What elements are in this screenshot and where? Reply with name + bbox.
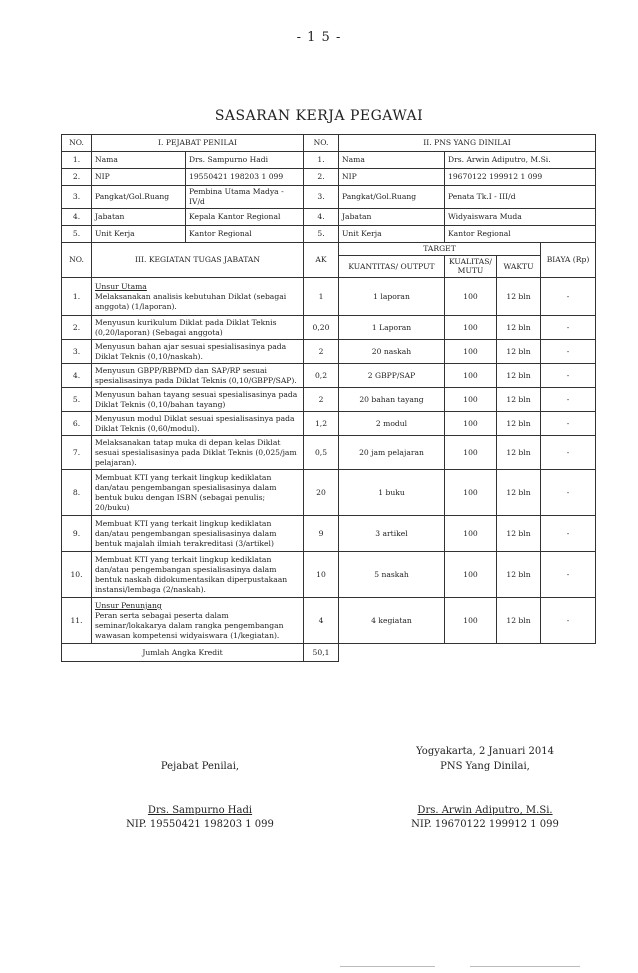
tasks-header-kuantitas: KUANTITAS/ OUTPUT <box>339 255 445 278</box>
task-output: 2 GBPP/SAP <box>339 364 445 388</box>
identity-row <box>62 152 596 169</box>
task-description <box>92 598 304 644</box>
identity-row <box>62 208 596 225</box>
identity-value-right: Kantor Regional <box>445 225 596 242</box>
task-description <box>92 340 304 364</box>
total-row <box>62 644 596 662</box>
task-mutu: 100 <box>445 278 497 316</box>
task-description-text: Menyusun kurikulum Diklat pada Diklat Teknis (0,20/laporan) (Sebagai anggota) <box>95 317 277 337</box>
task-waktu: 12 bln <box>497 388 541 412</box>
tasks-header-waktu: WAKTU <box>497 255 541 278</box>
task-description-text: Membuat KTI yang terkait lingkup kediklatan dan/atau pengembangan spesialisasinya dalam bentuk naskah didokumentasikan diperpustakaan instansi/lembaga (2/naskah). <box>95 555 288 594</box>
task-biaya: - <box>541 364 596 388</box>
task-description <box>92 364 304 388</box>
task-biaya: - <box>541 278 596 316</box>
tasks-header-row <box>62 242 596 255</box>
task-ak: 9 <box>304 516 339 552</box>
total-value: 50,1 <box>304 644 339 662</box>
identity-no-left: 3. <box>62 186 92 209</box>
task-description <box>92 516 304 552</box>
task-biaya: - <box>541 598 596 644</box>
signature-right-role: PNS Yang Dinilai, <box>440 761 530 772</box>
task-waktu: 12 bln <box>497 598 541 644</box>
identity-value-right: Widyaiswara Muda <box>445 208 596 225</box>
identity-no-right: 2. <box>304 169 339 186</box>
task-no: 7. <box>62 436 92 470</box>
signature-right-name: Drs. Arwin Adiputro, M.Si. <box>417 805 553 816</box>
task-waktu: 12 bln <box>497 340 541 364</box>
task-waktu: 12 bln <box>497 516 541 552</box>
task-ak: 1 <box>304 278 339 316</box>
scan-artifact-line <box>470 966 580 967</box>
total-blank <box>339 644 596 662</box>
identity-value-left: Drs. Sampurno Hadi <box>186 152 304 169</box>
task-output: 2 modul <box>339 412 445 436</box>
task-ak: 0,5 <box>304 436 339 470</box>
task-output: 20 naskah <box>339 340 445 364</box>
task-no: 11. <box>62 598 92 644</box>
task-description-text: Melaksanakan tatap muka di depan kelas Diklat sesuai spesialisasinya pada Diklat Teknis (0,025/jam pelajaran). <box>95 438 297 467</box>
task-biaya: - <box>541 552 596 598</box>
task-waktu: 12 bln <box>497 552 541 598</box>
identity-no-left: 1. <box>62 152 92 169</box>
task-output: 5 naskah <box>339 552 445 598</box>
task-description-text: Menyusun bahan ajar sesuai spesialisasinya pada Diklat Teknis (0,10/naskah). <box>95 341 287 361</box>
header-pns-dinilai: II. PNS YANG DINILAI <box>339 135 596 152</box>
sheet-body <box>62 135 596 662</box>
identity-label-left: Pangkat/Gol.Ruang <box>92 186 186 209</box>
header-no-left: NO. <box>62 135 92 152</box>
task-no: 1. <box>62 278 92 316</box>
task-row <box>62 388 596 412</box>
header-row <box>62 135 596 152</box>
task-waktu: 12 bln <box>497 364 541 388</box>
identity-row <box>62 169 596 186</box>
task-biaya: - <box>541 340 596 364</box>
sasaran-kerja-table <box>61 134 596 662</box>
identity-row <box>62 186 596 209</box>
task-output: 1 Laporan <box>339 316 445 340</box>
task-ak: 20 <box>304 470 339 516</box>
task-waktu: 12 bln <box>497 316 541 340</box>
task-biaya: - <box>541 516 596 552</box>
task-biaya: - <box>541 436 596 470</box>
task-description-text: Menyusun GBPP/RBPMD dan SAP/RP sesuai spesialisasinya pada Diklat Teknis (0,10/GBPP/SAP). <box>95 365 297 385</box>
task-row <box>62 470 596 516</box>
task-mutu: 100 <box>445 388 497 412</box>
task-description <box>92 470 304 516</box>
document-title: SASARAN KERJA PEGAWAI <box>214 108 424 124</box>
task-biaya: - <box>541 412 596 436</box>
identity-no-right: 3. <box>304 186 339 209</box>
identity-no-right: 1. <box>304 152 339 169</box>
scan-artifact-line <box>340 966 435 967</box>
task-waktu: 12 bln <box>497 436 541 470</box>
task-ak: 10 <box>304 552 339 598</box>
task-no: 9. <box>62 516 92 552</box>
identity-label-left: Unit Kerja <box>92 225 186 242</box>
task-output: 20 jam pelajaran <box>339 436 445 470</box>
task-description <box>92 552 304 598</box>
header-no-right: NO. <box>304 135 339 152</box>
identity-label-left: Nama <box>92 152 186 169</box>
identity-no-left: 2. <box>62 169 92 186</box>
task-row <box>62 316 596 340</box>
task-row <box>62 340 596 364</box>
identity-label-left: NIP <box>92 169 186 186</box>
task-waktu: 12 bln <box>497 412 541 436</box>
task-row <box>62 436 596 470</box>
task-description-text: Peran serta sebagai peserta dalam seminar/lokakarya dalam rangka pengembangan wawasan kompetensi widyaiswara (1/kegiatan). <box>95 610 284 640</box>
task-description <box>92 388 304 412</box>
identity-label-left: Jabatan <box>92 208 186 225</box>
task-description <box>92 436 304 470</box>
identity-label-right: Nama <box>339 152 445 169</box>
identity-row <box>62 225 596 242</box>
identity-value-left: 19550421 198203 1 099 <box>186 169 304 186</box>
task-row <box>62 516 596 552</box>
task-output: 1 buku <box>339 470 445 516</box>
task-mutu: 100 <box>445 340 497 364</box>
identity-label-right: Unit Kerja <box>339 225 445 242</box>
tasks-header-kualitas: KUALITAS/ MUTU <box>445 255 497 278</box>
task-description <box>92 316 304 340</box>
task-no: 4. <box>62 364 92 388</box>
identity-value-left: Kantor Regional <box>186 225 304 242</box>
task-no: 2. <box>62 316 92 340</box>
task-row <box>62 552 596 598</box>
header-pejabat-penilai: I. PEJABAT PENILAI <box>92 135 304 152</box>
task-row <box>62 598 596 644</box>
tasks-header-ak: AK <box>304 242 339 278</box>
task-output: 3 artikel <box>339 516 445 552</box>
task-row <box>62 278 596 316</box>
task-biaya: - <box>541 470 596 516</box>
task-ak: 2 <box>304 340 339 364</box>
task-output: 1 laporan <box>339 278 445 316</box>
task-mutu: 100 <box>445 598 497 644</box>
task-mutu: 100 <box>445 516 497 552</box>
task-description <box>92 412 304 436</box>
identity-no-right: 4. <box>304 208 339 225</box>
task-row <box>62 364 596 388</box>
task-description <box>92 278 304 316</box>
identity-value-right: Penata Tk.I - III/d <box>445 186 596 209</box>
identity-label-right: Jabatan <box>339 208 445 225</box>
task-ak: 1,2 <box>304 412 339 436</box>
task-section-heading: Unsur Utama <box>95 282 147 291</box>
task-description-text: Melaksanakan analisis kebutuhan Diklat (sebagai anggota) (1/laporan). <box>95 291 287 311</box>
task-mutu: 100 <box>445 552 497 598</box>
task-biaya: - <box>541 388 596 412</box>
task-no: 6. <box>62 412 92 436</box>
task-description-text: Membuat KTI yang terkait lingkup kediklatan dan/atau pengembangan spesialisasinya dalam bentuk majalah ilmiah terakreditasi (3/artikel) <box>95 519 277 548</box>
task-no: 5. <box>62 388 92 412</box>
task-output: 4 kegiatan <box>339 598 445 644</box>
identity-no-left: 4. <box>62 208 92 225</box>
signature-left-nip: NIP. 19550421 198203 1 099 <box>126 818 274 830</box>
task-waktu: 12 bln <box>497 470 541 516</box>
task-mutu: 100 <box>445 364 497 388</box>
tasks-header-target: TARGET <box>339 242 541 255</box>
task-ak: 4 <box>304 598 339 644</box>
task-biaya: - <box>541 316 596 340</box>
task-no: 10. <box>62 552 92 598</box>
identity-label-right: Pangkat/Gol.Ruang <box>339 186 445 209</box>
task-mutu: 100 <box>445 436 497 470</box>
signature-left-name: Drs. Sampurno Hadi <box>147 805 253 816</box>
task-description-text: Menyusun modul Diklat sesuai spesialisasinya pada Diklat Teknis (0,60/modul). <box>95 413 295 433</box>
tasks-header-biaya: BIAYA (Rp) <box>541 242 596 278</box>
task-mutu: 100 <box>445 412 497 436</box>
task-ak: 0,20 <box>304 316 339 340</box>
signature-left-role: Pejabat Penilai, <box>160 761 240 772</box>
tasks-header-no: NO. <box>62 242 92 278</box>
task-description-text: Membuat KTI yang terkait lingkup kediklatan dan/atau pengembangan spesialisasinya dalam bentuk buku dengan ISBN (sebagai penulis; 20/buku) <box>95 473 277 512</box>
task-section-heading: Unsur Penunjang <box>95 601 162 611</box>
task-no: 8. <box>62 470 92 516</box>
task-description-text: Menyusun bahan tayang sesuai spesialisasinya pada Diklat Teknis (0,10/bahan tayang) <box>95 389 298 409</box>
signature-place-date: Yogyakarta, 2 Januari 2014 <box>416 746 554 757</box>
identity-no-left: 5. <box>62 225 92 242</box>
signature-right-block <box>375 804 595 831</box>
task-output: 20 bahan tayang <box>339 388 445 412</box>
task-mutu: 100 <box>445 316 497 340</box>
identity-label-right: NIP <box>339 169 445 186</box>
task-no: 3. <box>62 340 92 364</box>
identity-no-right: 5. <box>304 225 339 242</box>
page-number: - 1 5 - <box>296 30 342 45</box>
identity-value-right: Drs. Arwin Adiputro, M.Si. <box>445 152 596 169</box>
tasks-header-kegiatan: III. KEGIATAN TUGAS JABATAN <box>92 242 304 278</box>
identity-value-right: 19670122 199912 1 099 <box>445 169 596 186</box>
total-label: Jumlah Angka Kredit <box>62 644 304 662</box>
signature-right-nip: NIP. 19670122 199912 1 099 <box>411 818 559 830</box>
task-ak: 0,2 <box>304 364 339 388</box>
task-row <box>62 412 596 436</box>
identity-value-left: Kepala Kantor Regional <box>186 208 304 225</box>
task-ak: 2 <box>304 388 339 412</box>
task-waktu: 12 bln <box>497 278 541 316</box>
task-mutu: 100 <box>445 470 497 516</box>
identity-value-left: Pembina Utama Madya - IV/d <box>186 186 304 209</box>
signature-left-block <box>90 804 310 831</box>
